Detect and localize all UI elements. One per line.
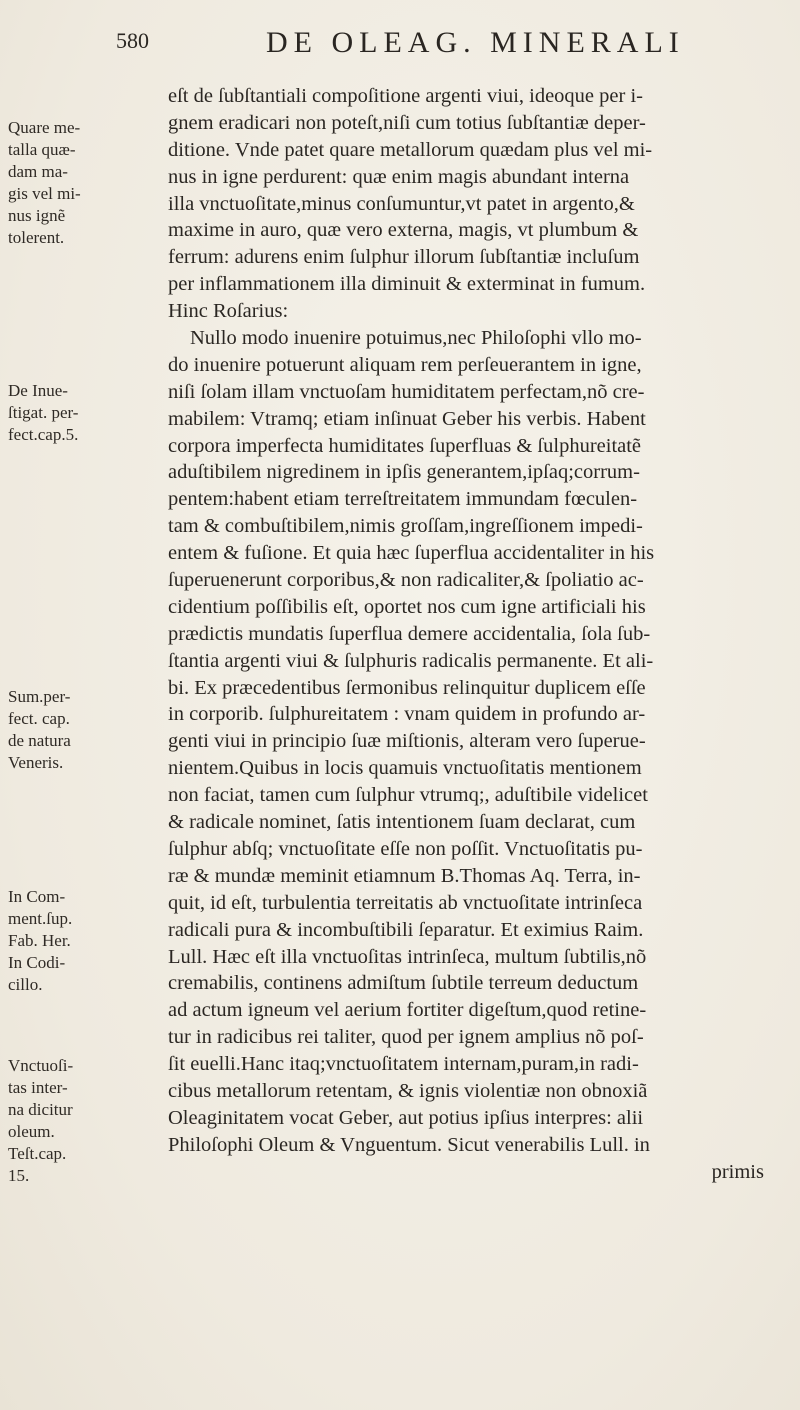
text-line: Philoſophi Oleum & Vnguentum. Sicut venerabilis Lull. in (168, 1133, 650, 1156)
text-line: nientem.Quibus in locis quamuis vnctuoſitatis mentionem (168, 757, 642, 780)
marginal-note-line: Fab. Her. (8, 931, 71, 950)
marginal-note-line: na dicitur (8, 1100, 73, 1119)
marginal-note-line: ſtigat. per- (8, 403, 79, 422)
marginal-note-line: 15. (8, 1166, 30, 1185)
text-line: ræ & mundæ meminit etiamnum B.Thomas Aq. Terra, in- (168, 864, 641, 887)
text-line: pentem:habent etiam terreſtreitatem immundam fœculen- (168, 488, 638, 511)
text-line: illa vnctuoſitate,minus conſumuntur,vt patet in argento,& (168, 192, 635, 215)
marginal-note-line: fect. cap. (8, 709, 70, 728)
text-line: cibus metallorum retentam, & ignis violentiæ non obnoxiã (168, 1079, 648, 1102)
text-line: & radicale nominet, ſatis intentionem ſuam declarat, cum (168, 811, 636, 834)
text-line: ferrum: adurens enim ſulphur illorum ſubſtantiæ incluſum (168, 246, 640, 269)
marginal-note-line: de natura (8, 731, 71, 750)
marginal-note-line: ment.ſup. (8, 909, 73, 928)
marginal-note-3 (8, 686, 158, 774)
text-line: eſt de ſubſtantiali compoſitione argenti viui, ideoque per i- (168, 85, 643, 107)
text-line: Lull. Hæc eſt illa vnctuoſitas intrinſeca, multum ſubtilis,nõ (168, 945, 647, 968)
running-head (116, 26, 796, 66)
text-line: non faciat, tamen cum ſulphur vtrumq;, aduſtibile videlicet (168, 784, 648, 807)
marginal-note-line: tolerent. (8, 228, 65, 247)
text-line: mabilem: Vtramq; etiam inſinuat Geber his verbis. Habent (168, 407, 646, 430)
marginal-note-line: cillo. (8, 975, 43, 994)
text-line: niſi ſolam illam vnctuoſam humiditatem perfectam,nõ cre- (168, 380, 645, 403)
text-line: Nullo modo inuenire potuimus,nec Philoſophi vllo mo- (190, 327, 642, 350)
text-line: genti viui in principio ſuæ miſtionis, alteram vero ſuperue- (168, 730, 646, 753)
marginal-note-line: oleum. (8, 1122, 55, 1141)
text-line: tur in radicibus rei taliter, quod per ignem amplius nõ poſ- (168, 1026, 644, 1049)
text-line: tam & combuſtibilem,nimis groſſam,ingreſſionem impedi- (168, 515, 643, 538)
marginal-note-line: De Inue- (8, 381, 68, 400)
marginal-note-line: dam ma- (8, 162, 68, 181)
text-line: in corporib. ſulphureitatem : vnam quidem in profundo ar- (168, 703, 646, 726)
text-line: quit, id eſt, turbulentia terreitatis ab vnctuoſitate intrinſeca (168, 891, 643, 914)
marginal-note-line: Teſt.cap. (8, 1144, 67, 1163)
marginal-note-line: tas inter- (8, 1078, 68, 1097)
marginal-note-line: Veneris. (8, 753, 64, 772)
marginal-note-5 (8, 1055, 158, 1187)
text-line: ad actum igneum vel aerium fortiter digeſtum,quod retine- (168, 999, 647, 1022)
text-line: ſuperuenerunt corporibus,& non radicaliter,& ſpoliatio ac- (168, 569, 644, 592)
text-line: bi. Ex præcedentibus ſermonibus relinquitur duplicem eſſe (168, 676, 646, 699)
text-line: gnem eradicari non poteſt,niſi cum totius ſubſtantiæ deper- (168, 111, 646, 134)
text-line: corpora imperfecta humiditates ſuperfluas & ſulphureitatẽ (168, 434, 642, 457)
marginal-note-2 (8, 380, 158, 446)
text-line: do inuenire potuerunt aliquam rem perſeuerantem in igne, (168, 353, 642, 376)
text-line: ſulphur abſq; vnctuoſitate eſſe non poſſit. Vnctuoſitatis pu- (168, 837, 643, 860)
text-line: aduſtibilem nigredinem in ipſis generantem,ipſaq;corrum- (168, 461, 640, 484)
text-line: prædictis mundatis ſuperflua demere accidentalia, ſola ſub- (168, 622, 651, 645)
text-line: primis (711, 1160, 764, 1183)
text-line: per inflammationem illa diminuit & exterminat in fumum. (168, 273, 646, 296)
text-line: maxime in auro, quæ vero externa, magis, vt plumbum & (168, 219, 639, 242)
text-line: nus in igne perdurent: quæ enim magis abundant interna (168, 165, 630, 188)
marginal-note-line: fect.cap.5. (8, 425, 79, 444)
text-line: Hinc Roſarius: (168, 300, 289, 323)
text-line: entem & fuſione. Et quia hæc ſuperflua accidentaliter in his (168, 542, 655, 565)
main-text-block (168, 83, 788, 1186)
marginal-note-line: In Com- (8, 887, 66, 906)
text-line: ſtantia argenti viui & ſulphuris radicalis permanente. Et ali- (168, 649, 654, 672)
marginal-note-4 (8, 886, 158, 996)
marginal-note-1 (8, 117, 158, 249)
marginal-note-line: Sum.per- (8, 687, 71, 706)
page-number: 580 (116, 28, 149, 53)
marginal-note-line: gis vel mi- (8, 184, 81, 203)
text-line: cidentium poſſibilis eſt, oportet nos cum igne artificiali his (168, 595, 646, 618)
text-line: cremabilis, continens admiſtum ſubtile terreum deductum (168, 972, 639, 995)
running-title: DE OLEAG. MINERALI (266, 26, 685, 59)
text-line: Oleaginitatem vocat Geber, aut potius ipſius interpres: alii (168, 1106, 644, 1129)
marginal-note-line: talla quæ- (8, 140, 76, 159)
marginal-note-line: In Codi- (8, 953, 66, 972)
marginal-note-line: Quare me- (8, 118, 81, 137)
marginal-note-line: nus ignẽ (8, 206, 66, 225)
text-line: radicali pura & incombuſtibili ſeparatur. Et eximius Raim. (168, 918, 644, 941)
text-line: ditione. Vnde patet quare metallorum quædam plus vel mi- (168, 138, 653, 161)
text-line: ſit euelli.Hanc itaq;vnctuoſitatem internam,puram,in radi- (168, 1053, 639, 1076)
marginal-note-line: Vnctuoſi- (8, 1056, 74, 1075)
